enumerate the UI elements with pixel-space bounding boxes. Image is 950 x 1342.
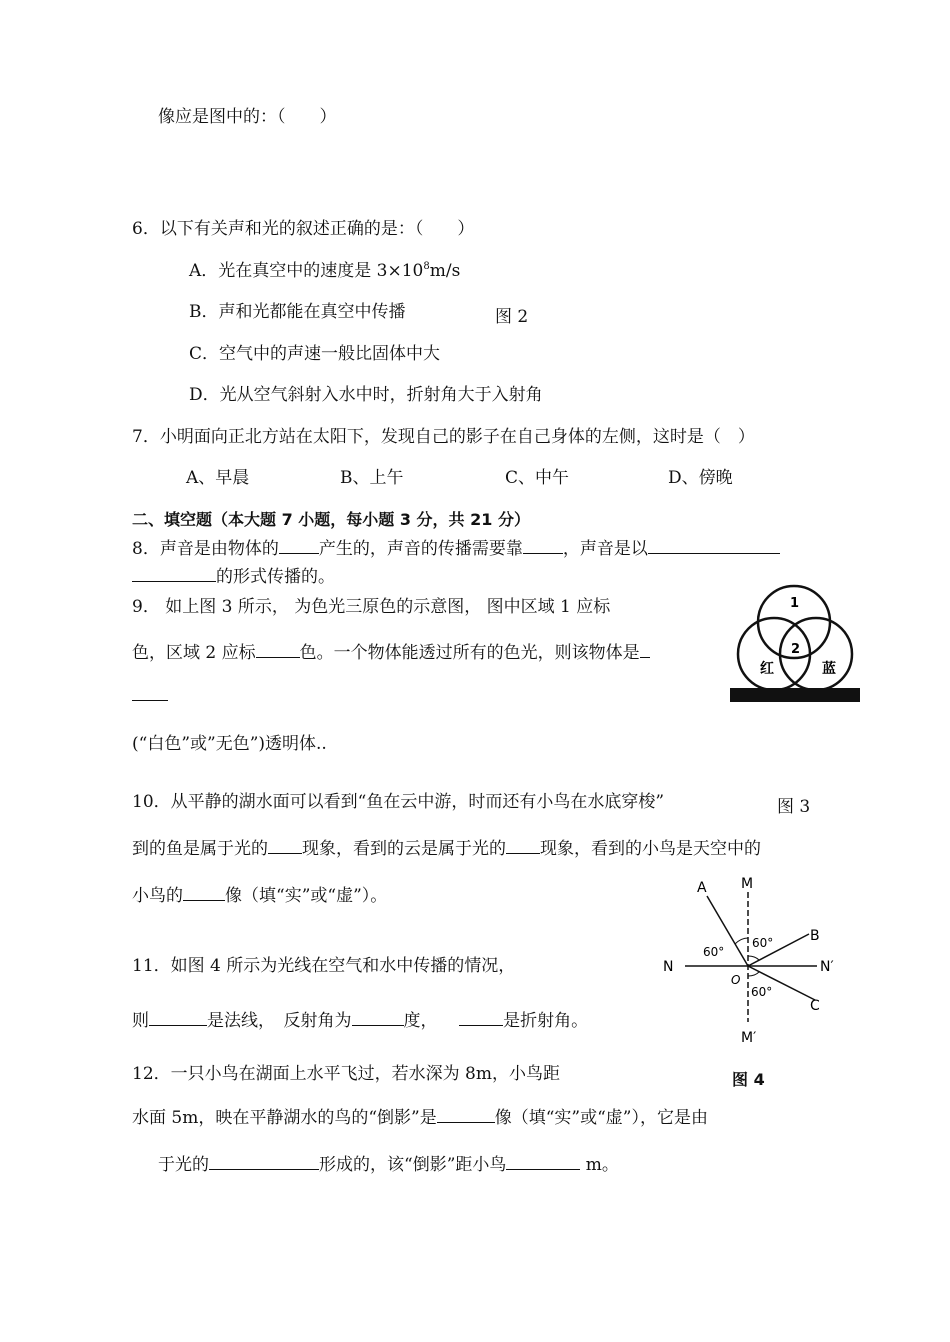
q9-line4: (“白色”或”无色”)透明体..	[132, 734, 327, 754]
fig4-label-n: N	[663, 959, 674, 975]
q8-line2: 的形式传播的。	[132, 565, 335, 588]
q8-blank-2[interactable]	[523, 537, 563, 554]
q6-option-a: A．光在真空中的速度是 $3\times 10^8m/s$	[189, 261, 461, 281]
fig3-color-circles	[730, 580, 862, 706]
q6-stem: 6．以下有关声和光的叙述正确的是：（ ）	[132, 219, 475, 239]
q9-line1: 9． 如上图 3 所示， 为色光三原色的示意图， 图中区域 1 应标	[132, 597, 611, 617]
fig3-label-2: 2	[791, 642, 801, 657]
fig4-label-c: C	[810, 998, 820, 1014]
q7-option-b: B、上午	[340, 468, 404, 488]
fig4-label-mprime: M′	[741, 1030, 757, 1046]
q11-blank-1[interactable]	[149, 1009, 207, 1026]
q7-option-a: A、早晨	[186, 468, 250, 488]
q12-line3: 于光的 形成的，该“倒影”距小鸟 m。	[158, 1155, 619, 1175]
fig4-label-b: B	[810, 928, 820, 944]
fig4-angle-label-2: 60°	[752, 936, 774, 950]
q8-blank-1[interactable]	[279, 537, 319, 554]
q9-line3	[132, 684, 168, 707]
fig2-caption: 图 2	[495, 307, 529, 327]
q6-option-b: B．声和光都能在真空中传播	[189, 302, 406, 322]
fig3-label-red: 红	[760, 661, 774, 677]
fig3-caption: 图 3	[777, 797, 811, 817]
q7-option-c: C、中午	[505, 468, 570, 488]
q8-line1: 8．声音是由物体的 产生的，声音的传播需要靠 ，声音是以	[132, 537, 780, 560]
fig4-label-nprime: N′	[820, 959, 834, 975]
q11-stem: 11．如图 4 所示为光线在空气和水中传播的情况，	[132, 956, 516, 976]
fig4-caption: 图 4	[732, 1070, 765, 1089]
q10-line1: 10．从平静的湖水面可以看到“鱼在云中游，时而还有小鸟在水底穿梭”	[132, 792, 665, 812]
q10-line3: 小鸟的 像（填“实”或“虚”）。	[132, 886, 388, 906]
fig4-arc-3	[748, 972, 759, 976]
q12-blank-1[interactable]	[437, 1106, 495, 1123]
q12-line1: 12．一只小鸟在湖面上水平飞过，若水深为 8m，小鸟距	[132, 1064, 560, 1084]
fig4-label-m: M	[741, 876, 754, 892]
q6-option-d: D．光从空气斜射入水中时，折射角大于入射角	[189, 385, 543, 405]
fig4-arc-2	[748, 956, 759, 960]
fig4-angle-label-3: 60°	[751, 985, 773, 999]
q10-line2: 到的鱼是属于光的 现象，看到的云是属于光的 现象，看到的小鸟是天空中的	[132, 839, 761, 859]
q7-option-d: D、傍晚	[668, 468, 733, 488]
q9-line2: 色，区域 2 应标 色。一个物体能透过所有的色光，则该物体是	[132, 641, 650, 664]
q9-blank-2[interactable]	[640, 641, 650, 658]
q8-blank-3[interactable]	[648, 537, 780, 554]
q7-stem: 7．小明面向正北方站在太阳下，发现自己的影子在自己身体的左侧，这时是（ ）	[132, 427, 755, 447]
q5-tail-text: 像应是图中的：（ ）	[158, 107, 337, 127]
q12-blank-3[interactable]	[506, 1153, 580, 1170]
q9-blank-1[interactable]	[256, 641, 300, 658]
q11-blank-3[interactable]	[459, 1009, 503, 1026]
q8-blank-3-cont[interactable]	[132, 565, 216, 582]
fig4-angle-label-1: 60°	[703, 945, 725, 959]
q10-blank-3[interactable]	[183, 884, 225, 901]
fig4-label-o: O	[731, 973, 741, 987]
q11-blank-2[interactable]	[352, 1009, 404, 1026]
q11-line2: 则 是法线， 反射角为 度， 是折射角。	[132, 1011, 589, 1031]
q9-blank-2-cont[interactable]	[132, 684, 168, 701]
fig3-label-blue: 蓝	[822, 661, 836, 677]
fig4-label-a: A	[697, 880, 707, 896]
fig3-base-bar	[730, 688, 860, 702]
section2-title: 二、填空题（本大题 7 小题，每小题 3 分，共 21 分）	[132, 510, 530, 529]
q6-option-c: C．空气中的声速一般比固体中大	[189, 344, 441, 364]
q12-line2: 水面 5m，映在平静湖水的鸟的“倒影”是 像（填“实”或“虚”），它是由	[132, 1108, 708, 1128]
fig4-refraction-diagram	[655, 872, 850, 1048]
q10-blank-1[interactable]	[268, 837, 302, 854]
q10-blank-2[interactable]	[506, 837, 540, 854]
fig4-arc-1	[735, 938, 748, 944]
fig3-label-1: 1	[790, 596, 800, 611]
q12-blank-2[interactable]	[209, 1153, 319, 1170]
